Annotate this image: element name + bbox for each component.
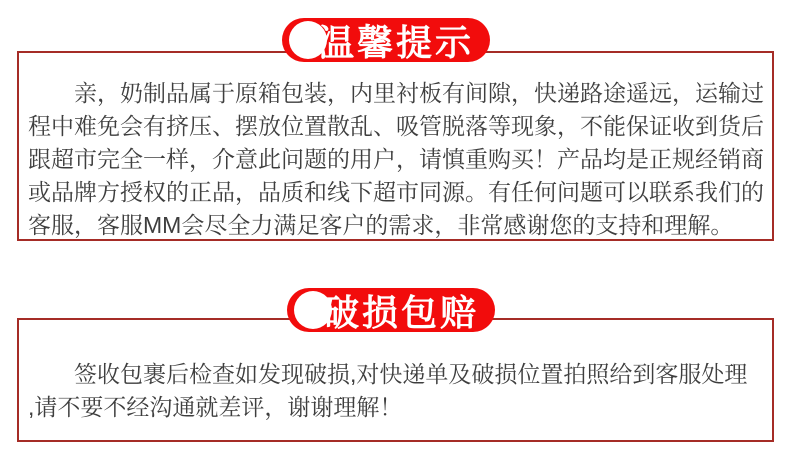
damage-compensation-section [17,291,774,442]
notice-text-line: 客服，客服MM会尽全力满足客户的需求，非常感谢您的支持和理解。 [28,212,734,238]
notice-text-line: 跟超市完全一样，介意此问题的用户，请慎重购买！产品均是正规经销商 [28,146,764,172]
damage-compensation-title: 破损包赔 [322,291,479,333]
notice-text-line: 签收包裹后检查如发现破损,对快递单及破损位置拍照给到客服处理 [74,361,748,387]
warm-tips-title: 温馨提示 [317,21,474,63]
notice-text-line: 亲，奶制品属于原箱包装，内里衬板有间隙，快递路途遥远，运输过 [74,80,764,106]
notice-text-line: ,请不要不经沟通就差评，谢谢理解！ [28,394,403,420]
notice-text-line: 程中难免会有挤压、摆放位置散乱、吸管脱落等现象，不能保证收到货后 [28,113,764,139]
warm-tips-text [19,53,772,242]
damage-compensation-badge [287,288,495,332]
warm-tips-section [17,21,774,241]
damage-compensation-text [19,320,772,424]
notice-text-line: 或品牌方授权的正品，品质和线下超市同源。有任何问题可以联系我们的 [28,179,764,205]
warm-tips-badge [282,18,490,62]
